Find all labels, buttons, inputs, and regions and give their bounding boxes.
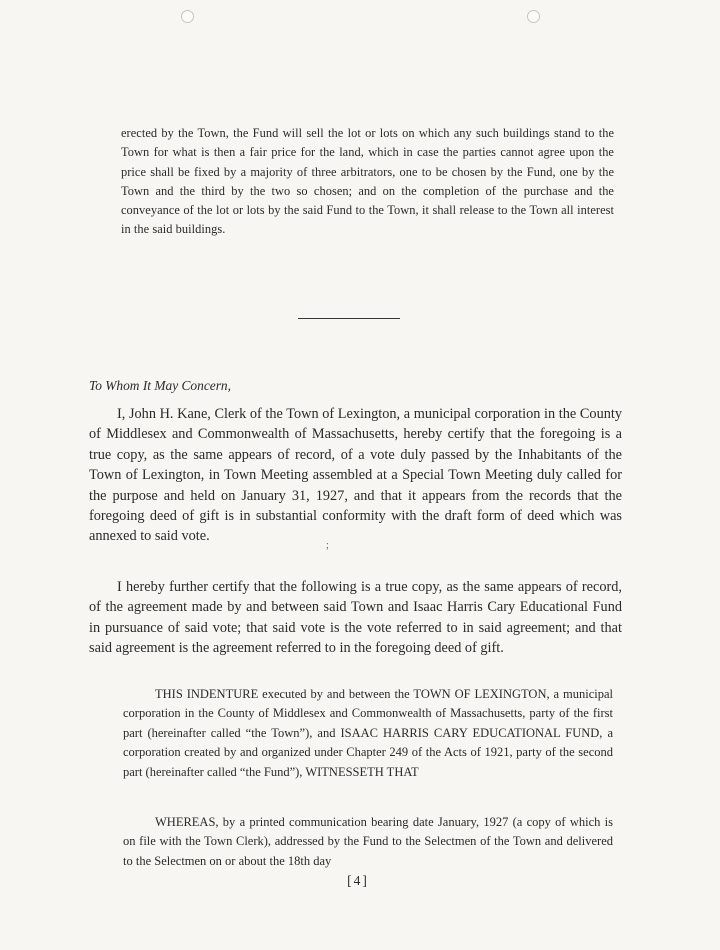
closing-clause-paragraph: erected by the Town, the Fund will sell the lot or lots on which any such buildings stand to the Town for what is then a fair price for the land, which in case the parties cannot agree upon the price shall be fixed by a majority of three arbitrators, one to be chosen by the Fund, one by the Town and the third by the two so chosen; and on the completion of the purchase and the conveyance of the lot or lots by the said Fund to the Town, it shall release to the Town all interest in the said buildings. [121,126,614,237]
whereas-paragraph: WHEREAS, by a printed communication bearing date January, 1927 (a copy of which is on file with the Town Clerk), addressed by the Fund to the Selectmen of the Town and delivered to the Selectmen on or about the 18th day [123,815,613,868]
certification-paragraph-1: I, John H. Kane, Clerk of the Town of Lexington, a municipal corporation in the County of Middlesex and Commonwealth of Massachusetts, hereby certify that the foregoing is a true copy, as the same appears of record, of a vote duly passed by the Inhabitants of the Town of Lexington, in Town Meeting assembled at a Special Town Meeting duly called for the purpose and held on January 31, 1927, and that it appears from the records that the foregoing deed of gift is in substantial conformity with the draft form of deed which was annexed to said vote. [89,406,622,545]
certification-paragraph-2: I hereby further certify that the following is a true copy, as the same appears of record, of the agreement made by and between said Town and Isaac Harris Cary Educational Fund in pursuance of said vote; that said vote is the vote referred to in said agreement; and that said agreement is the agreement referred to in the foregoing deed of gift. [89,579,622,657]
page-number: [4] [347,873,369,888]
punch-hole-left [181,10,194,23]
punch-hole-right [527,10,540,23]
salutation: To Whom It May Concern, [89,378,231,393]
stray-mark: ; [326,540,329,551]
section-divider [298,318,400,319]
indenture-paragraph: THIS INDENTURE executed by and between the TOWN OF LEXINGTON, a municipal corporation in the County of Middlesex and Commonwealth of Massachusetts, party of the first part (hereinafter called “the Town”), and ISAAC HARRIS CARY EDUCATIONAL FUND, a corporation created by and organized under Chapter 249 of the Acts of 1921, party of the second part (hereinafter called “the Fund”), WITNESSETH THAT [123,687,613,779]
